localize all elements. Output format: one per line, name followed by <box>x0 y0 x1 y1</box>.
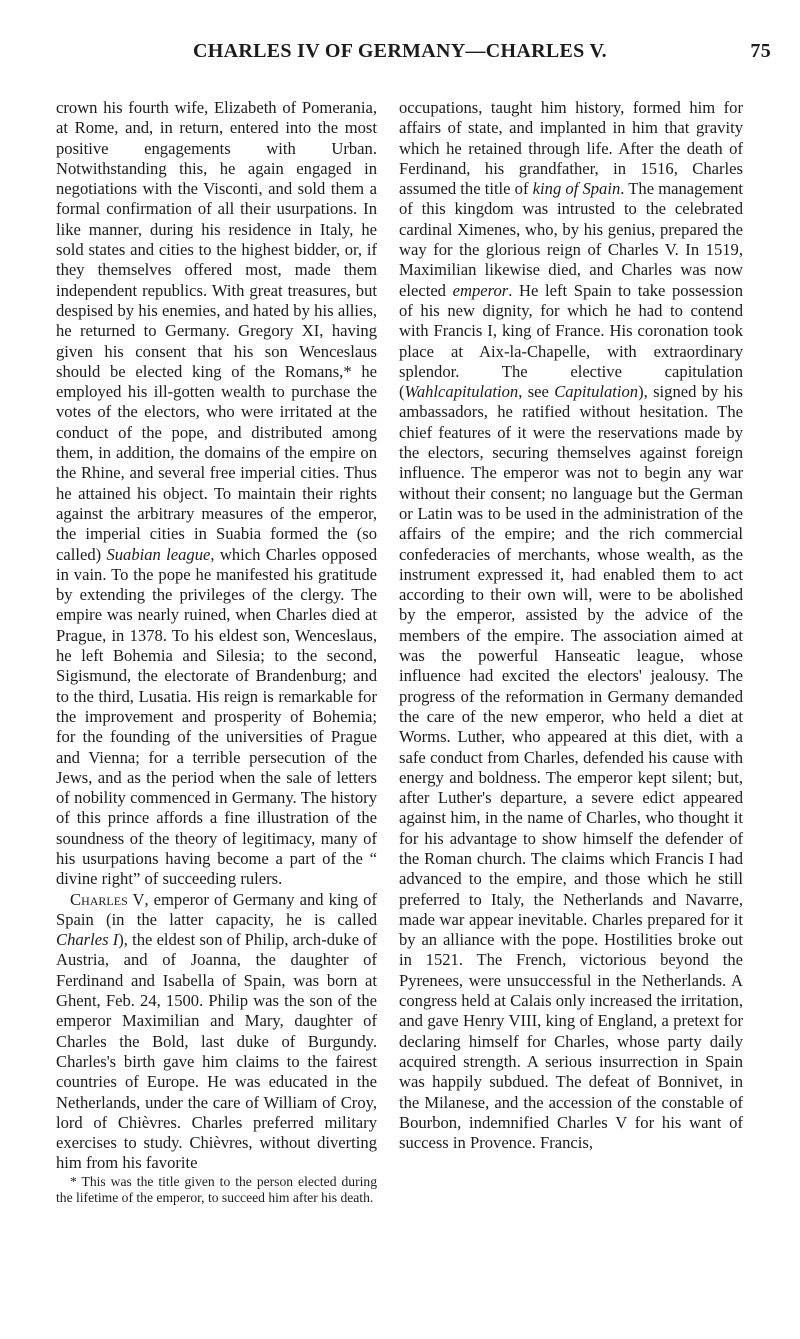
paragraph-charles-iv-continued <box>56 98 377 890</box>
text-run: crown his fourth wife, Elizabeth of Pomerania, at Rome, and, in return, entered into the most positive engagements with Urban. Notwithstanding this, he again engaged in negotiations with the Visconti, and sold them a formal confirmation of all their usurpations. In like manner, during his residence in Italy, he sold states and cities to the highest bidder, or, if they themselves offered most, made them independent republics. With great treasures, but despised by his enemies, and hated by his allies, he returned to Germany. Gregory XI, having given his consent that his son Wenceslaus should be elected king of the Romans,* he employed his ill-gotten wealth to purchase the votes of the electors, who were irritated at the conduct of the pope, and distributed among them, in addition, the domains of the empire on the Rhine, and several free imperial cities. Thus he attained his object. To maintain their rights against the arbitrary measures of the emperor, the imperial cities in Suabia formed the (so called) <box>56 98 377 564</box>
italic-term-suabian-league: Suabian league <box>106 544 211 564</box>
italic-term-king-of-spain: king of Spain <box>532 179 621 199</box>
text-run: ), the eldest son of Philip, arch-duke of Austria, and of Joanna, the daughter of Ferdinand and Isabella of Spain, was born at Ghent, Feb. 24, 1500. Philip was the son of the emperor Maximilian and Mary, daughter of Charles the Bold, last duke of Burgundy. Charles's birth gave him claims to the fairest countries of Europe. He was educated in the Netherlands, under the care of William of Croy, lord of Chièvres. Charles preferred military exercises to study. Chièvres, without diverting him from his favorite <box>56 930 377 1173</box>
text-run: ), signed by his ambassadors, he ratified without hesitation. The chief features of it were the reservations made by the electors, securing themselves against foreign influence. The emperor was not to begin any war without their consent; no language but the German or Latin was to be used in the administration of the affairs of the empire; and the rich commercial confederacies of merchants, whose wealth, as the instrument expressed it, had enabled them to act according to their own will, were to be abolished by the emperor, assisted by the advice of the members of the empire. The association aimed at was the powerful Hanseatic league, whose influence had excited the electors' jealousy. The progress of the reformation in Germany demanded the care of the new emperor, who held a diet at Worms. Luther, who appeared at this diet, with a safe conduct from Charles, defended his cause with energy and boldness. The emperor kept silent; but, after Luther's departure, a severe edict appeared against him, in the name of Charles, who thought it for his advantage to show himself the defender of the Roman church. The claims which Francis I had advanced to the empire, and those which he still preferred to Italy, the Netherlands and Navarre, made war appear inevitable. Charles prepared for it by an alliance with the pope. Hostilities broke out in 1521. The French, victorious beyond the Pyrenees, were unsuccessful in the Netherlands. A congress held at Calais only increased the irritation, and gave Henry VIII, king of England, a pretext for declaring himself for Charles, whose party daily acquired strength. A serious insurrection in Spain was happily subdued. The defeat of Bonnivet, in the Milanese, and the accession of the constable of Bourbon, indemnified Charles V for his want of success in Provence. Francis, <box>399 382 743 1153</box>
page-number: 75 <box>750 40 771 62</box>
left-column <box>56 98 377 1318</box>
text-run: . He left Spain to take possession of his new dignity, for which he had to contend with Francis I, king of France. His coronation took place at Aix-la-Chapelle, with extraordinary splendor. The elective capitulation ( <box>399 280 743 402</box>
text-run: , emperor of Germany and king of Spain (in the latter capacity, he is called <box>56 889 377 929</box>
text-run: occupations, taught him history, formed him for affairs of state, and implanted in him that gravity which he retained through life. After the death of Ferdinand, his grandfather, in 1516, Charles assumed the title of <box>399 98 743 199</box>
running-head-title: CHARLES IV OF GERMANY—CHARLES V. <box>193 40 607 62</box>
italic-term-wahlcapitulation: Wahlcapitulation <box>404 382 519 402</box>
entry-headword: Charles V <box>70 889 145 909</box>
italic-term-capitulation: Capitulation <box>554 382 639 402</box>
paragraph-charles-v-entry <box>56 890 377 1174</box>
text-run: , see <box>518 382 555 402</box>
right-column <box>399 98 743 1318</box>
italic-term-emperor: emperor <box>452 280 509 300</box>
italic-term-charles-i: Charles I <box>56 930 119 950</box>
text-run: , which Charles opposed in vain. To the pope he manifested his gratitude by extending the privileges of the clergy. The empire was nearly ruined, when Charles died at Prague, in 1378. To his eldest son, Wenceslaus, he left Bohemia and Silesia; to the second, Sigismund, the electorate of Brandenburg; and to the third, Lusatia. His reign is remarkable for the improvement and prosperity of Bohemia; for the founding of the universities of Prague and Vienna; for a terrible persecution of the Jews, and as the period when the sale of letters of nobility commenced in Germany. The history of this prince affords a fine illustration of the soundness of the theory of legitimacy, many of his usurpations having become a part of the “ divine right” of succeeding rulers. <box>56 544 377 889</box>
paragraph-charles-v-continued <box>399 98 743 1153</box>
footnote: * This was the title given to the person elected during the lifetime of the emperor, to succeed him after his death. <box>56 1173 377 1205</box>
text-run: . The management of this kingdom was intrusted to the celebrated cardinal Ximenes, who, by his genius, prepared the way for the glorious reign of Charles V. In 1519, Maximilian likewise died, and Charles was now elected <box>399 179 743 300</box>
